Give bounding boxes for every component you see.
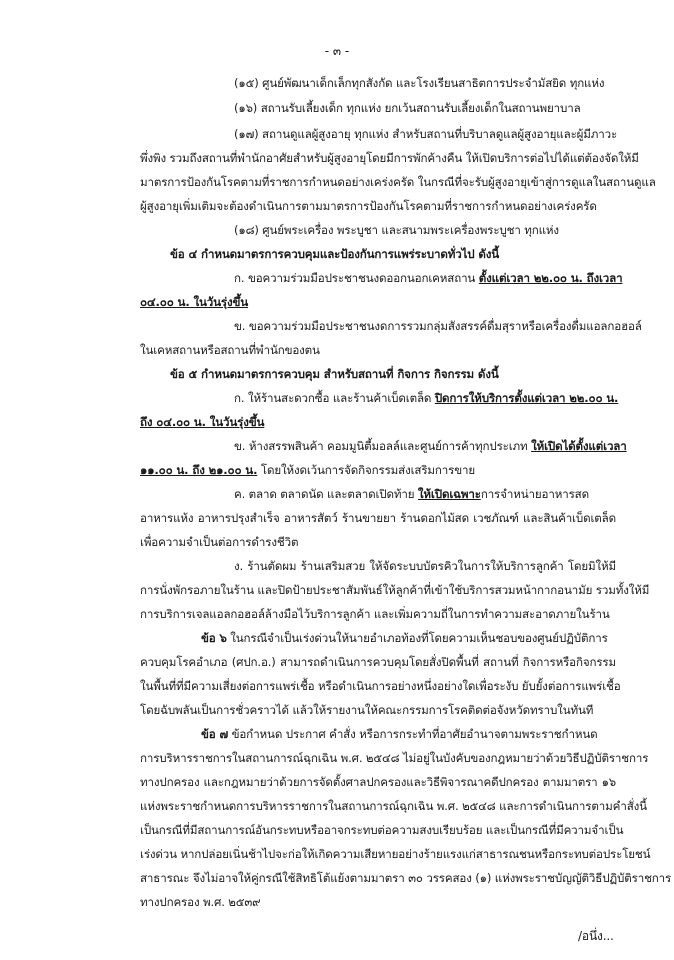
page-number: - ๓ - [324, 44, 350, 58]
section-5-item-d-line-2: การนั่งพักรอภายในร้าน และปิดป้ายประชาสัมพันธ์ให้ลูกค้าที่เข้าใช้บริการสวมหน้ากากอนามัย รวมทั้งให้มี [140, 583, 650, 597]
item-17-line-3: มาตรการป้องกันโรคตามที่ราชการกำหนดอย่างเคร่งครัด ในกรณีที่จะรับผู้สูงอายุเข้าสู่การดูแลในสถานดูแล [140, 175, 656, 189]
section-6-lead: ข้อ ๖ [201, 631, 227, 645]
section-5-item-b-note: โดยให้งดเว้นการจัดกิจกรรมส่งเสริมการขาย [257, 463, 475, 477]
item-15: (๑๕) ศูนย์พัฒนาเด็กเล็กทุกสังกัด และโรงเรียนสาธิตการประจำมัสยิด ทุกแห่ง [234, 76, 605, 90]
item-17-line-2: พึ่งพิง รวมถึงสถานที่พำนักอาศัยสำหรับผู้สูงอายุโดยมีการพักค้างคืน ให้เปิดบริการต่อไปได้แต่ต้องจัดให้มี [140, 151, 639, 165]
section-5-item-c [234, 486, 589, 502]
section-5-item-d-line-1: ง. ร้านตัดผม ร้านเสริมสวย ให้จัดระบบบัตรคิวในการให้บริการลูกค้า โดยมิให้มี [234, 559, 616, 573]
section-5-item-b [234, 438, 627, 454]
section-6-line-4: โดยฉับพลันเป็นการชั่วคราวได้ แล้วให้รายงานให้คณะกรรมการโรคติดต่อจังหวัดทราบในทันที [140, 703, 594, 717]
section-4-item-b-line-2: ในเคหสถานหรือสถานที่พำนักของตน [140, 343, 320, 357]
section-5-item-c-rest: การจำหน่ายอาหารสด [480, 487, 589, 501]
section-5-item-a-time: ปิดการให้บริการตั้งแต่เวลา ๒๒.๐๐ น. [434, 391, 619, 405]
continuation-marker: /อนึ่ง... [578, 929, 614, 943]
section-7-line-3: ทางปกครอง และกฎหมายว่าด้วยการจัดตั้งศาลปกครองและวิธีพิจารณาคดีปกครอง ตามมาตรา ๑๖ [140, 775, 616, 789]
section-5-item-a [234, 390, 618, 406]
section-5-item-b-time: ให้เปิดได้ตั้งแต่เวลา [531, 439, 627, 453]
section-5-item-c-text: ค. ตลาด ตลาดนัด และตลาดเปิดท้าย [234, 487, 418, 501]
section-5-item-a-cont: ถึง ๐๔.๐๐ น. ในวันรุ่งขึ้น [140, 415, 265, 429]
item-17-line-4: ผู้สูงอายุเพิ่มเติมจะต้องดำเนินการตามมาตรการป้องกันโรคตามที่ราชการกำหนดอย่างเคร่งครัด [140, 199, 597, 213]
section-7-lead: ข้อ ๗ [201, 727, 229, 741]
section-5-item-b-hours: ๑๑.๐๐ น. ถึง ๒๑.๐๐ น. [140, 463, 258, 477]
section-7-line-6: เร่งด่วน หากปล่อยเนิ่นช้าไปจะก่อให้เกิดความเสียหายอย่างร้ายแรงแก่สาธารณชนหรือกระทบต่อประโยชน์ [140, 847, 651, 861]
section-4-item-b-line-1: ข. ขอความร่วมมือประชาชนงดการรวมกลุ่มสังสรรค์ดื่มสุราหรือเครื่องดื่มแอลกอฮอล์ [234, 319, 642, 333]
section-5-heading: ข้อ ๕ กำหนดมาตรการควบคุม สำหรับสถานที่ กิจการ กิจกรรม ดังนี้ [170, 367, 499, 381]
section-5-item-c-line-2: อาหารแห้ง อาหารปรุงสำเร็จ อาหารสัตว์ ร้านขายยา ร้านดอกไม้สด เวชภัณฑ์ และสินค้าเบ็ดเตล็ด [140, 511, 616, 525]
section-5-item-c-only: ให้เปิดเฉพาะ [417, 487, 481, 501]
section-4-item-a-cont: ๐๔.๐๐ น. ในวันรุ่งขึ้น [140, 295, 249, 309]
item-17-line-1: (๑๗) สถานดูแลผู้สูงอายุ ทุกแห่ง สำหรับสถานที่บริบาลดูแลผู้สูงอายุและผู้มีภาวะ [234, 127, 618, 141]
item-18: (๑๘) ศูนย์พระเครื่อง พระบูชา และสนามพระเครื่องพระบูชา ทุกแห่ง [234, 223, 559, 237]
section-5-item-b-cont [140, 462, 475, 478]
section-7-line-1 [201, 726, 598, 742]
section-6-line-1 [201, 630, 608, 646]
section-4-item-a-time: ตั้งแต่เวลา ๒๒.๐๐ น. ถึงเวลา [478, 271, 623, 285]
section-7-text: ข้อกำหนด ประกาศ คำสั่ง หรือการกระทำที่อาศัยอำนาจตามพระราชกำหนด [228, 727, 598, 741]
section-7-line-7: สาธารณะ จึงไม่อาจให้คู่กรณีใช้สิทธิโต้แย้งตามมาตรา ๓๐ วรรคสอง (๑) แห่งพระราชบัญญัติวิธีปฏิบัติราชการ [140, 871, 672, 885]
section-7-line-5: เป็นกรณีที่มีสถานการณ์อันกระทบหรืออาจกระทบต่อความสงบเรียบร้อย และเป็นกรณีที่มีความจำเป็น [140, 823, 624, 837]
section-5-item-b-text: ข. ห้างสรรพสินค้า คอมมูนิตี้มอลล์และศูนย์การค้าทุกประเภท [234, 439, 532, 453]
section-4-heading: ข้อ ๔ กำหนดมาตรการควบคุมและป้องกันการแพร่ระบาดทั่วไป ดังนี้ [170, 247, 500, 261]
section-4-item-a-text: ก. ขอความร่วมมือประชาชนงดออกนอกเคหสถาน [234, 271, 479, 285]
section-5-item-c-line-3: เพื่อความจำเป็นต่อการดำรงชีวิต [140, 535, 299, 549]
section-5-item-d-line-3: การบริการเจลแอลกอฮอล์ล้างมือไว้บริการลูกค้า และเพิ่มความถี่ในการทำความสะอาดภายในร้าน [140, 607, 610, 621]
section-6-text: ในกรณีจำเป็นเร่งด่วนให้นายอำเภอท้องที่โดยความเห็นชอบของศูนย์ปฏิบัติการ [226, 631, 608, 645]
section-7-line-8: ทางปกครอง พ.ศ. ๒๕๓๙ [140, 895, 261, 909]
item-16: (๑๖) สถานรับเลี้ยงเด็ก ทุกแห่ง ยกเว้นสถานรับเลี้ยงเด็กในสถานพยาบาล [234, 101, 581, 115]
section-4-item-a [234, 270, 622, 286]
section-7-line-4: แห่งพระราชกำหนดการบริหารราชการในสถานการณ์ฉุกเฉิน พ.ศ. ๒๕๔๘ และการดำเนินการตามคำสั่งนี้ [140, 799, 647, 813]
section-5-item-a-text: ก. ให้ร้านสะดวกซื้อ และร้านค้าเบ็ดเตล็ด [234, 391, 435, 405]
section-6-line-3: ในพื้นที่ที่มีความเสี่ยงต่อการแพร่เชื้อ หรือดำเนินการอย่างหนึ่งอย่างใดเพื่อระงับ ยับยั้งต่อการแพร่เชื้อ [140, 679, 621, 693]
section-7-line-2: การบริหารราชการในสถานการณ์ฉุกเฉิน พ.ศ. ๒๕๔๘ ไม่อยู่ในบังคับของกฎหมายว่าด้วยวิธีปฏิบัติราชการ [140, 751, 649, 765]
section-6-line-2: ควบคุมโรคอำเภอ (ศปก.อ.) สามารถดำเนินการควบคุมโดยสั่งปิดพื้นที่ สถานที่ กิจการหรือกิจกรรม [140, 655, 616, 669]
